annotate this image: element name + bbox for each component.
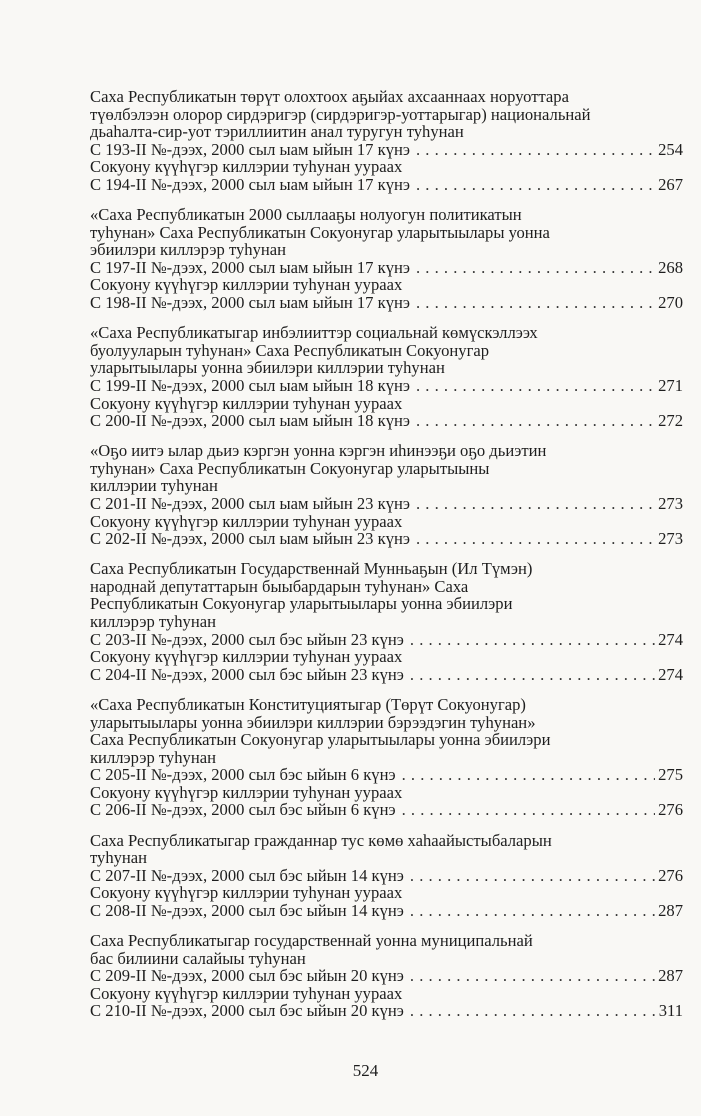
page-ref: 276	[658, 800, 683, 820]
toc-entry	[90, 442, 683, 548]
entry-title-line: «Саха Республикатыгар инбэлииттэр социальнай көмүскэллээх	[90, 323, 538, 343]
reference-label: С 202-II №-дээх, 2000 сыл ыам ыйын 23 күнэ	[90, 529, 410, 549]
entry-title-line: киллэрии туһунан	[90, 476, 218, 496]
reference-label: С 200-II №-дээх, 2000 сыл ыам ыйын 18 күнэ	[90, 411, 410, 431]
page-ref: 275	[658, 765, 683, 785]
page-ref: 287	[658, 966, 683, 986]
reference-line	[90, 294, 683, 312]
decree-title: Сокуону күүһүгэр киллэрии туһунан уураах	[90, 511, 403, 531]
reference-label: С 199-II №-дээх, 2000 сыл ыам ыйын 18 күнэ	[90, 375, 410, 395]
dot-leader	[402, 801, 656, 819]
entry-title-line: уларытыылары уонна эбиилэри киллэрии туһунан	[90, 358, 445, 378]
reference-line	[90, 631, 683, 649]
toc-entry	[90, 324, 683, 430]
page-ref: 273	[658, 493, 683, 513]
dot-leader	[402, 766, 656, 784]
reference-line	[90, 801, 683, 819]
decree-title: Сокуону күүһүгэр киллэрии туһунан уураах	[90, 275, 403, 295]
reference-label: С 198-II №-дээх, 2000 сыл ыам ыйын 17 күнэ	[90, 293, 410, 313]
page-ref: 311	[658, 1001, 683, 1021]
reference-line	[90, 766, 683, 784]
toc-entry	[90, 560, 683, 683]
dot-leader	[416, 495, 655, 513]
reference-label: С 210-II №-дээх, 2000 сыл бэс ыйын 20 күнэ	[90, 1001, 404, 1021]
table-of-contents	[90, 88, 683, 1033]
reference-line	[90, 530, 683, 548]
reference-line	[90, 666, 683, 684]
entry-title-line: туһунан	[90, 848, 148, 868]
decree-title: Сокуону күүһүгэр киллэрии туһунан уураах	[90, 157, 403, 177]
reference-label: С 205-II №-дээх, 2000 сыл бэс ыйын 6 күнэ	[90, 765, 396, 785]
reference-line	[90, 1002, 683, 1020]
entry-title-line: буолууларын туһунан» Саха Республикатын Сокуонугар	[90, 340, 490, 360]
dot-leader	[410, 867, 655, 885]
dot-leader	[410, 1002, 656, 1020]
reference-label: С 203-II №-дээх, 2000 сыл бэс ыйын 23 күнэ	[90, 629, 404, 649]
entry-title-line: бас билиини салайыы туһунан	[90, 948, 306, 968]
reference-label: С 194-II №-дээх, 2000 сыл ыам ыйын 17 күнэ	[90, 174, 410, 194]
page-ref: 274	[658, 629, 683, 649]
decree-title: Сокуону күүһүгэр киллэрии туһунан уураах	[90, 782, 403, 802]
page-ref: 287	[658, 900, 683, 920]
entry-title-line: киллэрэр туһунан	[90, 612, 216, 632]
dot-leader	[416, 176, 655, 194]
toc-entry	[90, 696, 683, 819]
page-ref: 272	[658, 411, 683, 431]
entry-title-line: «Саха Республикатын 2000 сыллааҕы нолуогун политикатын	[90, 205, 522, 225]
page-ref: 276	[658, 865, 683, 885]
page-ref: 268	[658, 257, 683, 277]
entry-title-line: Республикатын Сокуонугар уларытыылары уонна эбиилэри	[90, 594, 513, 614]
entry-title-line: эбиилэри киллэрэр туһунан	[90, 240, 287, 260]
entry-title-line: «Оҕо иитэ ылар дьиэ кэргэн уонна кэргэн иһинээҕи оҕо дьиэтин	[90, 441, 547, 461]
reference-label: С 201-II №-дээх, 2000 сыл ыам ыйын 23 күнэ	[90, 493, 410, 513]
entry-title-line: туһунан» Саха Республикатын Сокуонугар уларытыылары уонна	[90, 222, 550, 242]
toc-entry	[90, 206, 683, 312]
dot-leader	[410, 967, 655, 985]
page-ref: 254	[658, 139, 683, 159]
entry-title-line: «Саха Республикатын Конституциятыгар (Төрүт Сокуонугар)	[90, 694, 526, 714]
reference-line	[90, 495, 683, 513]
dot-leader	[416, 141, 655, 159]
reference-line	[90, 259, 683, 277]
reference-label: С 193-II №-дээх, 2000 сыл ыам ыйын 17 күнэ	[90, 139, 410, 159]
page-ref: 270	[658, 293, 683, 313]
reference-label: С 206-II №-дээх, 2000 сыл бэс ыйын 6 күнэ	[90, 800, 396, 820]
entry-title-line: дьаһалта-сир-уот тэриллиитин анал туругун туһунан	[90, 122, 464, 142]
toc-entry	[90, 88, 683, 194]
reference-line	[90, 967, 683, 985]
entry-title-line: Саха Республикатыгар государственнай уонна муниципальнай	[90, 931, 533, 951]
reference-line	[90, 412, 683, 430]
dot-leader	[416, 377, 655, 395]
decree-title: Сокуону күүһүгэр киллэрии туһунан уураах	[90, 647, 403, 667]
page-ref: 273	[658, 529, 683, 549]
toc-entry	[90, 832, 683, 920]
entry-title-line: Саха Республикатыгар гражданнар тус көмө хаһаайыстыбаларын	[90, 830, 552, 850]
decree-title: Сокуону күүһүгэр киллэрии туһунан уураах	[90, 393, 403, 413]
page-ref: 267	[658, 174, 683, 194]
decree-title: Сокуону күүһүгэр киллэрии туһунан уураах	[90, 983, 403, 1003]
page-ref: 271	[658, 375, 683, 395]
dot-leader	[410, 902, 655, 920]
dot-leader	[416, 294, 655, 312]
entry-title-line: киллэрэр туһунан	[90, 747, 216, 767]
entry-title-line: народнай депутаттарын быыбардарын туһунан» Саха	[90, 576, 469, 596]
reference-line	[90, 141, 683, 159]
entry-title-line: уларытыылары уонна эбиилэри киллэрии бэрээдэгин туһунан»	[90, 712, 536, 732]
entry-title-line: Саха Республикатын Сокуонугар уларытыылары уонна эбиилэри	[90, 730, 551, 750]
reference-label: С 207-II №-дээх, 2000 сыл бэс ыйын 14 күнэ	[90, 865, 404, 885]
dot-leader	[410, 631, 655, 649]
dot-leader	[416, 412, 655, 430]
reference-label: С 204-II №-дээх, 2000 сыл бэс ыйын 23 күнэ	[90, 664, 404, 684]
reference-label: С 197-II №-дээх, 2000 сыл ыам ыйын 17 күнэ	[90, 257, 410, 277]
page-ref: 274	[658, 664, 683, 684]
dot-leader	[410, 666, 655, 684]
reference-line	[90, 867, 683, 885]
entry-title-line: Саха Республикатын төрүт олохтоох аҕыйах ахсааннаах норуоттара	[90, 87, 569, 106]
reference-line	[90, 176, 683, 194]
dot-leader	[416, 259, 655, 277]
dot-leader	[416, 530, 655, 548]
reference-line	[90, 902, 683, 920]
entry-title-line: Саха Республикатын Государственнай Мунньаҕын (Ил Түмэн)	[90, 559, 533, 579]
reference-label: С 209-II №-дээх, 2000 сыл бэс ыйын 20 күнэ	[90, 966, 404, 986]
toc-entry	[90, 932, 683, 1020]
reference-label: С 208-II №-дээх, 2000 сыл бэс ыйын 14 күнэ	[90, 900, 404, 920]
entry-title-line: туһунан» Саха Республикатын Сокуонугар уларытыыны	[90, 458, 490, 478]
reference-line	[90, 377, 683, 395]
entry-title-line: түөлбэлээн олорор сирдэригэр (сирдэригэр-уоттарыгар) национальнай	[90, 104, 591, 124]
decree-title: Сокуону күүһүгэр киллэрии туһунан уураах	[90, 883, 403, 903]
page-number: 524	[352, 1061, 379, 1080]
